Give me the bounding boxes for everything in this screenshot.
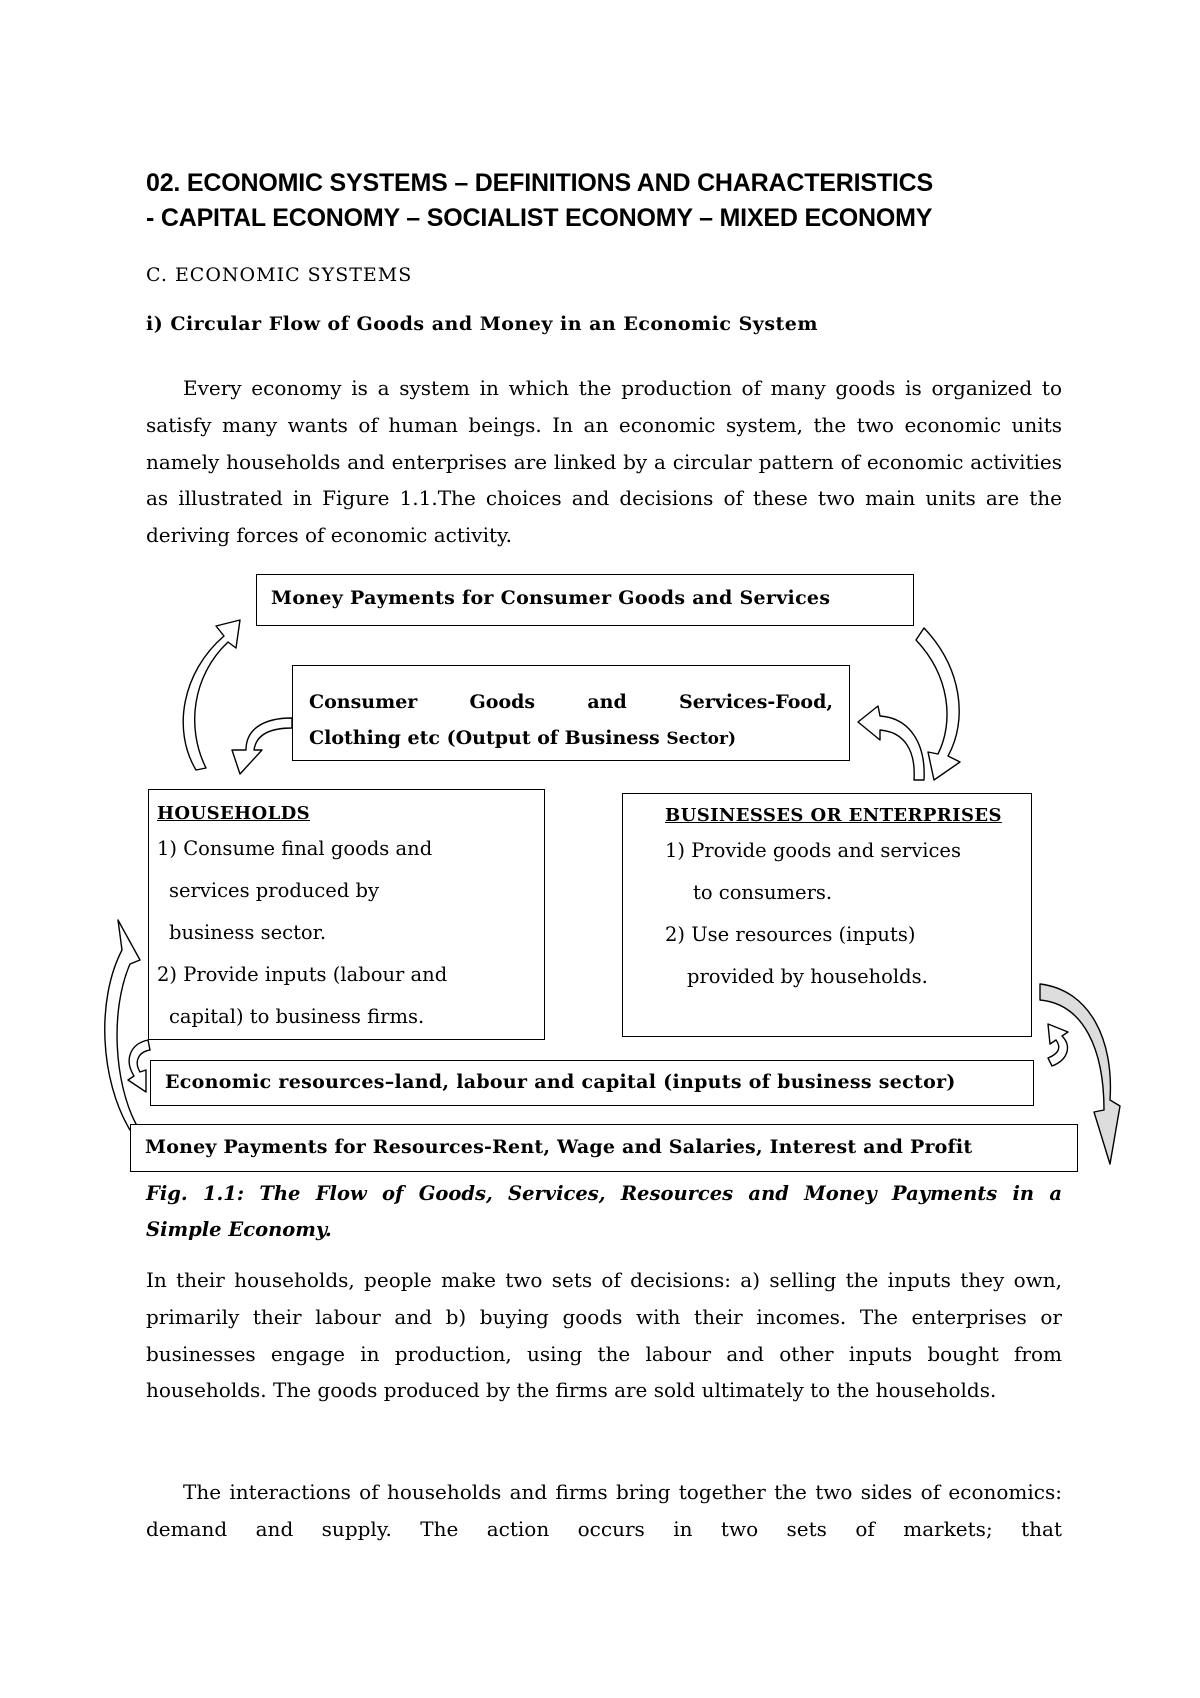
- paragraph-3-text: The interactions of households and firms bring together the two sides of economics: demand and supply. The action occurs in two sets of markets; that: [146, 1480, 1062, 1541]
- title-line-2: - CAPITAL ECONOMY – SOCIALIST ECONOMY – MIXED ECONOMY: [146, 204, 933, 232]
- title-line-1: 02. ECONOMIC SYSTEMS – DEFINITIONS AND CHARACTERISTICS: [146, 169, 933, 197]
- goods-word-1: Consumer: [309, 691, 418, 713]
- businesses-heading: BUSINESSES OR ENTERPRISES: [665, 805, 1002, 826]
- section-heading: C. ECONOMIC SYSTEMS: [146, 264, 413, 286]
- paragraph-2: [146, 1262, 1062, 1409]
- households-line-3: business sector.: [169, 921, 327, 944]
- households-box: [148, 789, 545, 1040]
- goods-word-3: and: [587, 691, 627, 713]
- arrow-households-to-resources-icon: [128, 1040, 150, 1092]
- households-line-1: 1) Consume final goods and: [157, 837, 433, 860]
- money-resources-label: Money Payments for Resources-Rent, Wage and Salaries, Interest and Profit: [145, 1136, 973, 1158]
- money-resources-box: [130, 1124, 1078, 1172]
- resources-box: [150, 1060, 1034, 1106]
- caption-line-2: Simple Economy.: [146, 1218, 332, 1241]
- goods-line-2-text: Clothing etc (Output of Business: [309, 727, 660, 749]
- businesses-line-4: provided by households.: [687, 965, 928, 988]
- goods-line-2-end: Sector): [666, 729, 737, 749]
- subsection-heading: i) Circular Flow of Goods and Money in an Economic System: [146, 313, 819, 335]
- figure-caption: [146, 1176, 1062, 1248]
- arrow-business-to-goods-icon: [858, 706, 924, 780]
- arrow-resources-to-business-icon: [1048, 1024, 1068, 1066]
- arrow-up-left-icon: [183, 620, 240, 770]
- goods-word-4: Services-Food,: [678, 691, 833, 713]
- consumer-goods-box: [292, 665, 850, 761]
- businesses-line-2: to consumers.: [693, 881, 833, 904]
- households-heading: HOUSEHOLDS: [157, 803, 311, 824]
- intro-paragraph-text: Every economy is a system in which the production of many goods is organized to satisfy many wants of human beings. In an economic system, the two economic units namely households and enterprises are linked by a circular pattern of economic activities as illustrated in Figure 1.1.The choices and decisions of these two main units are the deriving forces of economic activity.: [146, 376, 1062, 548]
- consumer-goods-line-2: [309, 720, 833, 757]
- paragraph-3: [146, 1474, 1062, 1548]
- money-consumer-box: [256, 574, 914, 626]
- businesses-line-1: 1) Provide goods and services: [665, 839, 961, 862]
- paragraph-2-text: In their households, people make two sets of decisions: a) selling the inputs they own, primarily their labour and b) buying goods with their incomes. The enterprises or businesses engage in production, using the labour and other inputs bought from households. The goods produced by the firms are sold ultimately to the households.: [146, 1268, 1062, 1403]
- businesses-box: [622, 793, 1032, 1037]
- arrow-goods-to-households-icon: [232, 718, 292, 774]
- households-line-2: services produced by: [169, 879, 380, 902]
- goods-word-2: Goods: [469, 691, 536, 713]
- businesses-line-3: 2) Use resources (inputs): [665, 923, 916, 946]
- consumer-goods-line-1: [309, 684, 833, 720]
- money-consumer-label: Money Payments for Consumer Goods and Services: [271, 587, 831, 609]
- households-line-5: capital) to business firms.: [169, 1005, 425, 1028]
- resources-label: Economic resources–land, labour and capital (inputs of business sector): [165, 1071, 956, 1093]
- caption-line-1: Fig. 1.1: The Flow of Goods, Services, Resources and Money Payments in a: [146, 1182, 1062, 1205]
- arrow-money-to-households-icon: [105, 920, 140, 1130]
- households-line-4: 2) Provide inputs (labour and: [157, 963, 448, 986]
